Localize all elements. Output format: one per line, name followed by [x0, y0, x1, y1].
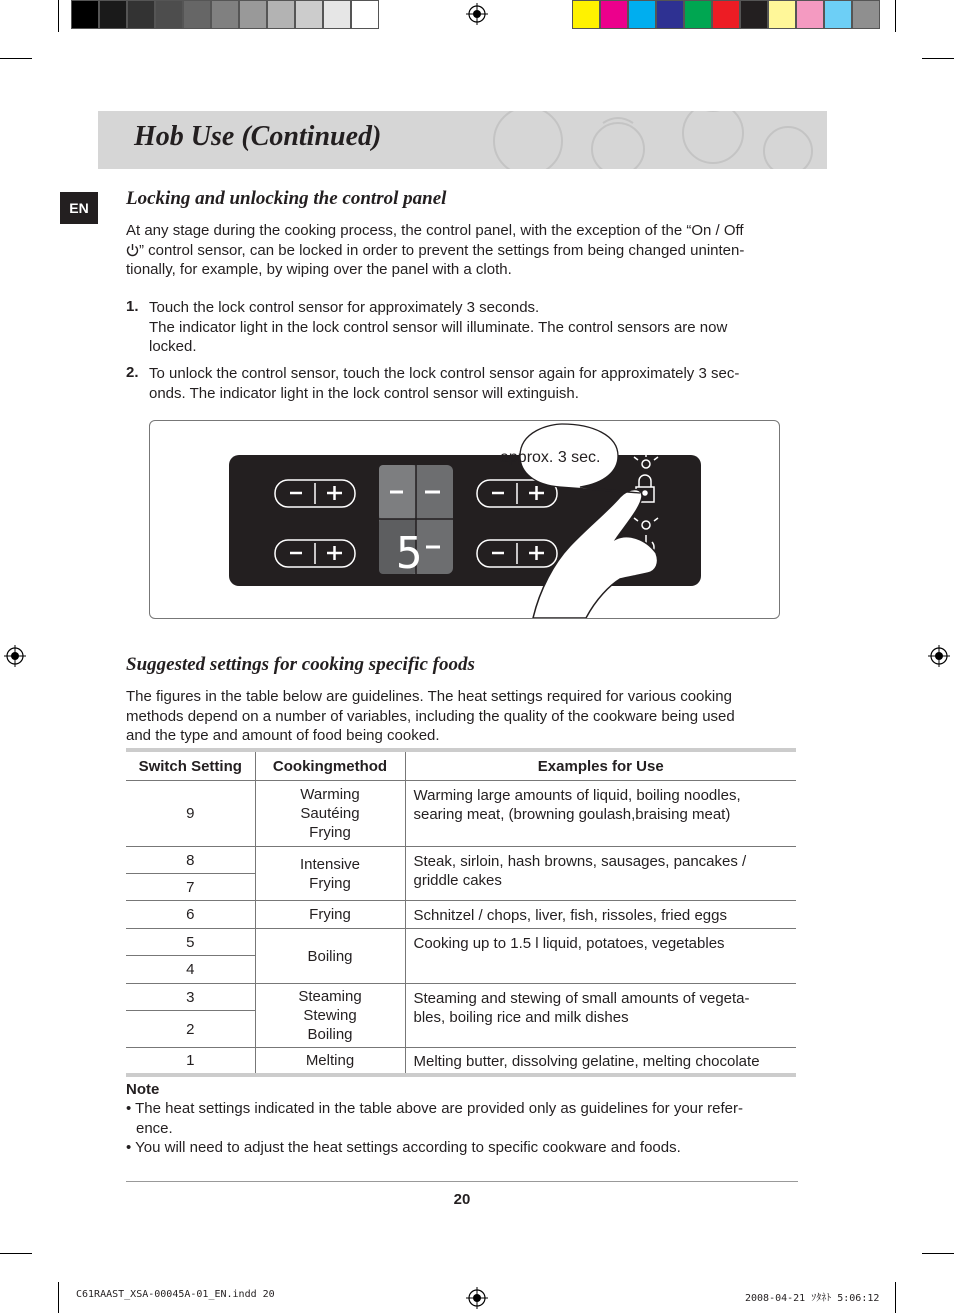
switch-setting: 6	[126, 901, 255, 929]
color-swatch	[712, 0, 740, 29]
example-line: Warming large amounts of liquid, boiling noodles,	[413, 787, 741, 804]
step-line: Touch the lock control sensor for approximately 3 seconds.	[149, 299, 540, 316]
table-header-row	[126, 750, 796, 781]
color-swatch	[127, 0, 155, 29]
cooking-method	[255, 984, 405, 1048]
method-line: Boiling	[307, 1026, 353, 1043]
crop-mark	[895, 1282, 896, 1313]
color-swatch	[684, 0, 712, 29]
note-item	[126, 1099, 791, 1138]
example-line: searing meat, (browning goulash,braising meat)	[413, 806, 731, 823]
switch-setting: 3	[126, 984, 255, 1011]
intro-line: tionally, for example, by wiping over the panel with a cloth.	[126, 261, 512, 278]
guidelines-line: and the type and amount of food being cooked.	[126, 727, 440, 744]
switch-setting: 7	[126, 874, 255, 901]
examples	[405, 847, 796, 901]
examples: Melting butter, dissolving gelatine, melting chocolate	[405, 1048, 796, 1075]
cooking-method	[255, 847, 405, 901]
settings-table	[126, 748, 796, 1077]
crop-mark	[922, 58, 954, 59]
examples	[405, 781, 796, 847]
intro-line	[126, 241, 796, 261]
switch-setting: 8	[126, 847, 255, 874]
power-icon	[126, 243, 139, 257]
method-line: Frying	[309, 824, 351, 841]
file-slug: C61RAAST_XSA-00045A-01_EN.indd 20	[76, 1289, 275, 1300]
color-swatch	[656, 0, 684, 29]
cooking-method: Melting	[255, 1048, 405, 1075]
switch-setting: 1	[126, 1048, 255, 1075]
note-item: • You will need to adjust the heat settings according to specific cookware and foods.	[126, 1139, 681, 1156]
step-text	[149, 364, 794, 403]
crop-mark	[58, 0, 59, 32]
examples	[405, 984, 796, 1048]
step-text	[149, 298, 794, 357]
color-swatch	[796, 0, 824, 29]
section-heading-locking: Locking and unlocking the control panel	[126, 188, 447, 209]
cooking-method: Boiling	[255, 929, 405, 984]
header-band	[98, 111, 827, 169]
table-row	[126, 984, 796, 1011]
step-line: The indicator light in the lock control sensor will illuminate. The control sensors are now	[149, 318, 728, 336]
step-number: 2.	[126, 364, 139, 381]
switch-setting: 9	[126, 781, 255, 847]
cooking-method	[255, 781, 405, 847]
method-line: Steaming	[298, 988, 362, 1005]
crop-mark	[0, 58, 32, 59]
timestamp-slug: 2008-04-21 ｿﾀﾈﾄ 5:06:12	[745, 1293, 880, 1304]
color-swatch	[295, 0, 323, 29]
examples: Cooking up to 1.5 l liquid, potatoes, vegetables	[405, 929, 796, 984]
language-tab: EN	[60, 192, 98, 224]
color-swatch	[183, 0, 211, 29]
color-swatch	[824, 0, 852, 29]
method-line: Frying	[309, 874, 351, 892]
table-row	[126, 901, 796, 929]
page-number: 20	[453, 1191, 471, 1208]
color-swatch	[239, 0, 267, 29]
column-header: Examples for Use	[405, 750, 796, 781]
color-swatch	[211, 0, 239, 29]
examples: Schnitzel / chops, liver, fish, rissoles, fried eggs	[405, 901, 796, 929]
registration-mark-icon	[466, 3, 488, 25]
registration-mark-icon	[928, 645, 950, 667]
cooking-method: Frying	[255, 901, 405, 929]
crop-mark	[58, 1282, 59, 1313]
intro-line: At any stage during the cooking process, the control panel, with the exception of the “On / Off	[126, 222, 744, 239]
intro-text: ” control sensor, can be locked in order to prevent the settings from being changed uninten-	[139, 241, 745, 259]
note-line: ence.	[136, 1119, 173, 1137]
step-number: 1.	[126, 298, 139, 315]
color-swatch	[351, 0, 379, 29]
callout-text: approx. 3 sec.	[500, 449, 601, 466]
step-line: onds. The indicator light in the lock control sensor will extinguish.	[149, 384, 579, 402]
method-line: Intensive	[299, 855, 361, 873]
section-heading-suggested-settings: Suggested settings for cooking specific foods	[126, 654, 475, 675]
method-line: Warming	[300, 786, 360, 803]
crop-mark	[922, 1253, 954, 1254]
step-line: To unlock the control sensor, touch the lock control sensor again for approximately 3 sec-	[149, 365, 740, 382]
step-line: locked.	[149, 338, 197, 355]
guidelines-line: The figures in the table below are guidelines. The heat settings required for various cooking	[126, 688, 732, 705]
color-swatch	[155, 0, 183, 29]
example-line: griddle cakes	[413, 872, 502, 889]
intro-paragraph	[126, 221, 796, 280]
switch-setting: 2	[126, 1011, 255, 1048]
page-title: Hob Use (Continued)	[134, 121, 382, 152]
color-swatch	[740, 0, 768, 29]
registration-mark-icon	[466, 1287, 488, 1309]
example-line: bles, boiling rice and milk dishes	[413, 1009, 629, 1026]
crop-mark	[0, 1253, 32, 1254]
note-heading: Note	[126, 1081, 160, 1098]
color-swatch	[628, 0, 656, 29]
color-swatch	[768, 0, 796, 29]
column-header: Switch Setting	[126, 750, 255, 781]
note-line: • The heat settings indicated in the table above are provided only as guidelines for your refer-	[126, 1100, 744, 1117]
table-row	[126, 1048, 796, 1075]
control-panel-figure	[149, 420, 780, 619]
table-row	[126, 847, 796, 874]
color-swatch	[267, 0, 295, 29]
table-row	[126, 781, 796, 847]
column-header: Cookingmethod	[255, 750, 405, 781]
method-line: Stewing	[303, 1007, 357, 1024]
display-digit: 5	[396, 528, 423, 579]
crop-mark	[895, 0, 896, 32]
switch-setting: 5	[126, 929, 255, 956]
color-swatch	[600, 0, 628, 29]
color-swatch	[572, 0, 600, 29]
color-swatch	[99, 0, 127, 29]
guidelines-line: methods depend on a number of variables, including the quality of the cookware being used	[126, 707, 735, 725]
control-panel-illustration	[150, 421, 779, 618]
registration-mark-icon	[4, 645, 26, 667]
switch-setting: 4	[126, 956, 255, 984]
method-line: Sautéing	[300, 805, 360, 822]
color-swatch	[852, 0, 880, 29]
table-row	[126, 929, 796, 956]
footer-rule	[126, 1181, 798, 1182]
color-swatch	[323, 0, 351, 29]
example-line: Steak, sirloin, hash browns, sausages, pancakes /	[413, 853, 747, 870]
example-line: Steaming and stewing of small amounts of vegeta-	[413, 990, 750, 1007]
color-swatch	[71, 0, 99, 29]
guidelines-paragraph	[126, 687, 796, 746]
